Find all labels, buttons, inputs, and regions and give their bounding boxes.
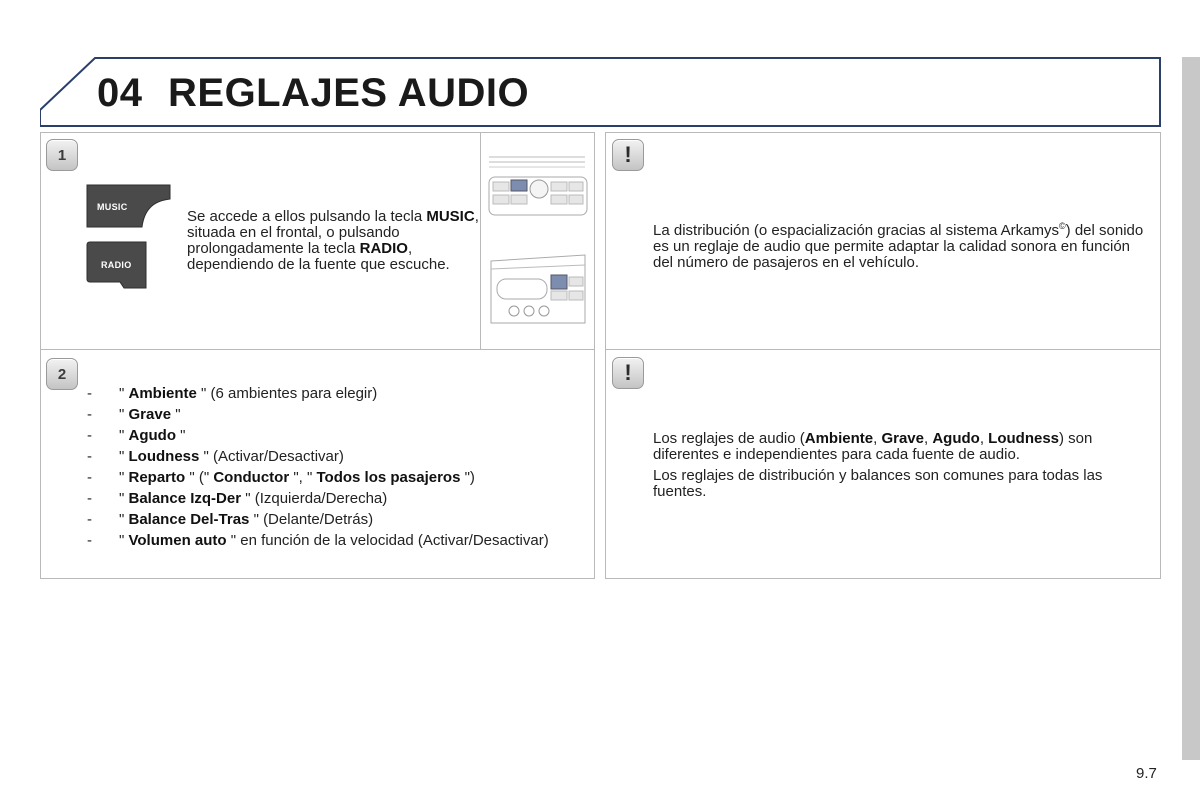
warning-icon: ! (612, 139, 644, 171)
chapter-number: 04 (97, 71, 143, 115)
note-2-paragraph-1: Los reglajes de audio (Ambiente, Grave, Agudo, Loudness) son diferentes e independientes para cada fuente de audio. (653, 430, 1093, 463)
console-illustration-panel (480, 132, 595, 350)
note-2-paragraph-2: Los reglajes de distribución y balances son comunes para todas las fuentes. (653, 467, 1103, 500)
list-item: - " Agudo " (87, 427, 186, 444)
radio-key-name: RADIO (359, 240, 408, 257)
section-1-text: Se accede a ellos pulsando la tecla MUSIC, situada en el frontal, o pulsando prolongadamente la tecla RADIO, dependiendo de la fuente que escuche. (187, 208, 479, 273)
warning-icon: ! (612, 357, 644, 389)
page-number: 9.7 (1136, 765, 1157, 782)
step-1-badge: 1 (46, 139, 78, 171)
list-item: - " Reparto " (" Conductor ", " Todos los pasajeros ") (87, 469, 475, 486)
radio-button-label: RADIO (101, 260, 132, 270)
list-item: - " Ambiente " (6 ambientes para elegir) (87, 385, 378, 402)
list-item: - " Balance Izq-Der " (Izquierda/Derecha) (87, 490, 388, 507)
list-item: - " Grave " (87, 406, 181, 423)
list-item: - " Loudness " (Activar/Desactivar) (87, 448, 344, 465)
step-2-badge: 2 (46, 358, 78, 390)
audio-settings-list (87, 383, 549, 551)
chapter-title: REGLAJES AUDIO (168, 71, 530, 115)
side-tab-bar (1182, 57, 1200, 760)
list-item: - " Balance Del-Tras " (Delante/Detrás) (87, 511, 374, 528)
music-key-name: MUSIC (426, 208, 475, 225)
music-button-label: MUSIC (97, 202, 128, 212)
note-2-text (653, 431, 1148, 500)
note-1-text: La distribución (o espacialización gracias al sistema Arkamys©) del sonido es un reglaje de audio que permite adaptar la calidad sonora en función del número de pasajeros en el vehículo. (653, 221, 1144, 271)
chapter-header (40, 57, 1161, 127)
console-illustration (481, 133, 594, 349)
list-item: - " Volumen auto " en función de la velocidad (Activar/Desactivar) (87, 532, 549, 549)
